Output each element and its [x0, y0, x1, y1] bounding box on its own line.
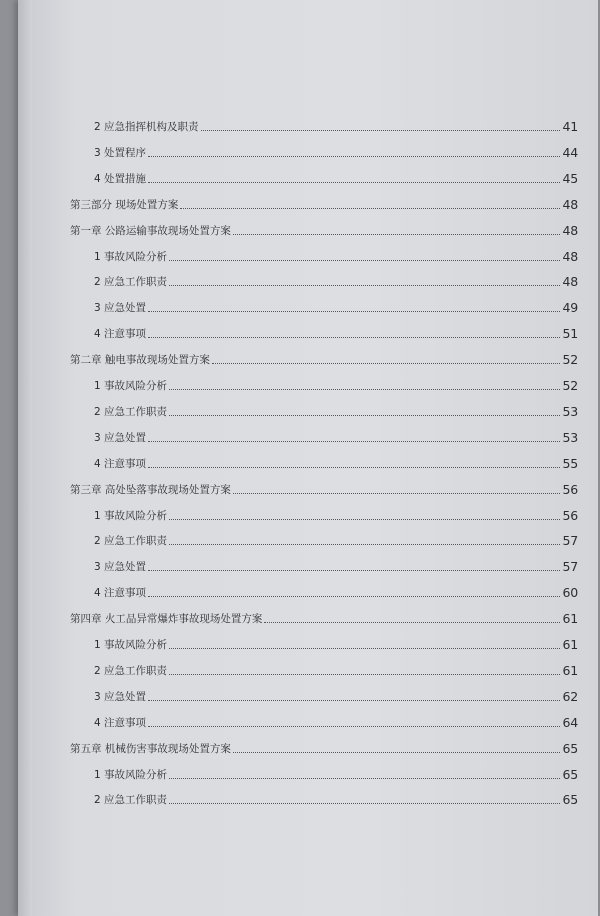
- toc-entry: [94, 684, 578, 704]
- toc-entry-label: 2 应急工作职责: [94, 794, 168, 807]
- toc-chapter-heading: [70, 606, 578, 626]
- dot-leader: [148, 182, 560, 183]
- toc-page-number: 51: [562, 326, 578, 342]
- toc-page-number: 48: [562, 248, 578, 264]
- dot-leader: [169, 389, 560, 390]
- toc-entry-label: 4 注意事项: [94, 457, 147, 470]
- dot-leader: [148, 596, 560, 597]
- toc-entry-label: 3 应急处置: [94, 561, 147, 574]
- toc-entry-label: 3 应急处置: [94, 431, 147, 444]
- dot-leader: [233, 234, 561, 235]
- toc-entry: [94, 762, 578, 782]
- toc-page-number: 53: [562, 403, 578, 419]
- dot-leader: [169, 544, 560, 545]
- toc-page-number: 62: [562, 688, 578, 704]
- dot-leader: [233, 493, 561, 494]
- table-of-contents: [18, 0, 598, 916]
- toc-chapter-heading: [70, 347, 578, 367]
- toc-entry: [94, 503, 578, 523]
- toc-page-number: 61: [562, 611, 578, 627]
- toc-page-number: 52: [562, 378, 578, 393]
- toc-entry-label: 1 事故风险分析: [94, 639, 168, 651]
- toc-entry-label: 第五章 机械伤害事故现场处置方案: [70, 742, 231, 755]
- dot-leader: [201, 130, 561, 131]
- toc-entry: [94, 244, 578, 264]
- toc-page-number: 61: [562, 662, 578, 678]
- toc-entry-label: 第一章 公路运输事故现场处置方案: [70, 224, 231, 237]
- dot-leader: [169, 519, 560, 520]
- toc-entry-label: 3 应急处置: [94, 690, 147, 703]
- dot-leader: [148, 726, 560, 727]
- toc-entry-label: 1 事故风险分析: [94, 380, 168, 392]
- dot-leader: [169, 285, 560, 286]
- toc-page-number: 41: [562, 119, 578, 134]
- toc-entry: [94, 140, 578, 160]
- dot-leader: [169, 648, 560, 649]
- toc-page-number: 52: [562, 352, 578, 368]
- toc-page-number: 57: [562, 559, 578, 575]
- toc-page-number: 61: [562, 637, 578, 652]
- toc-entry-label: 2 应急指挥机构及职责: [94, 121, 199, 133]
- toc-entry-label: 4 处置措施: [94, 172, 147, 185]
- toc-page-number: 65: [562, 792, 578, 808]
- toc-chapter-heading: [70, 218, 578, 238]
- toc-entry: [94, 710, 578, 730]
- toc-entry-label: 2 应急工作职责: [94, 405, 168, 418]
- toc-entry-label: 第四章 火工品异常爆炸事故现场处置方案: [70, 613, 263, 626]
- toc-page-number: 48: [562, 274, 578, 290]
- toc-page-number: 56: [562, 481, 578, 497]
- toc-entry: [94, 528, 578, 548]
- dot-leader: [212, 363, 561, 364]
- dot-leader: [169, 803, 560, 804]
- toc-entry: [94, 580, 578, 600]
- toc-entry: [94, 321, 578, 341]
- toc-page-number: 48: [562, 222, 578, 238]
- dot-leader: [148, 156, 560, 157]
- toc-entry: [94, 554, 578, 574]
- toc-entry: [94, 373, 578, 393]
- toc-page-number: 48: [562, 196, 578, 212]
- toc-page-number: 65: [562, 740, 578, 756]
- toc-entry: [94, 632, 578, 652]
- toc-entry: [94, 425, 578, 445]
- toc-entry: [94, 269, 578, 289]
- toc-entry-label: 2 应急工作职责: [94, 535, 168, 548]
- dot-leader: [180, 208, 560, 209]
- toc-entry: [94, 166, 578, 186]
- toc-page-number: 56: [562, 507, 578, 523]
- toc-page-number: 45: [562, 170, 578, 186]
- dot-leader: [148, 467, 560, 468]
- toc-page-number: 53: [562, 429, 578, 445]
- toc-entry-label: 2 应急工作职责: [94, 664, 168, 677]
- toc-entry-label: 第三章 高处坠落事故现场处置方案: [70, 483, 231, 496]
- toc-page-number: 49: [562, 300, 578, 316]
- dot-leader: [148, 441, 560, 442]
- toc-entry-label: 4 注意事项: [94, 587, 147, 600]
- toc-entry-label: 第二章 触电事故现场处置方案: [70, 354, 210, 367]
- toc-entry-label: 4 注意事项: [94, 328, 147, 341]
- dot-leader: [169, 778, 560, 779]
- toc-page-number: 64: [562, 714, 578, 730]
- toc-entry: [94, 114, 578, 134]
- toc-entry: [94, 399, 578, 419]
- toc-entry: [94, 295, 578, 315]
- toc-entry-label: 1 事故风险分析: [94, 509, 168, 522]
- document-page: [18, 0, 598, 916]
- toc-page-number: 60: [562, 585, 578, 601]
- toc-chapter-heading: [70, 477, 578, 497]
- dot-leader: [148, 700, 560, 701]
- dot-leader: [169, 260, 560, 261]
- toc-entry-label: 第三部分 现场处置方案: [70, 198, 179, 211]
- toc-entry-label: 3 应急处置: [94, 302, 147, 315]
- toc-part-heading: [70, 192, 578, 212]
- toc-entry-label: 1 事故风险分析: [94, 250, 168, 263]
- toc-page-number: 57: [562, 533, 578, 549]
- toc-page-number: 55: [562, 455, 578, 471]
- dot-leader: [169, 415, 560, 416]
- dot-leader: [169, 674, 560, 675]
- dot-leader: [148, 337, 560, 338]
- toc-entry: [94, 658, 578, 678]
- toc-chapter-heading: [70, 736, 578, 756]
- toc-page-number: 44: [562, 144, 578, 160]
- dot-leader: [264, 622, 560, 623]
- dot-leader: [148, 311, 560, 312]
- dot-leader: [233, 752, 561, 753]
- dot-leader: [148, 570, 560, 571]
- toc-entry-label: 3 处置程序: [94, 146, 147, 159]
- toc-entry-label: 4 注意事项: [94, 716, 147, 729]
- toc-entry: [94, 451, 578, 471]
- toc-entry-label: 1 事故风险分析: [94, 768, 168, 781]
- toc-page-number: 65: [562, 766, 578, 782]
- toc-entry: [94, 787, 578, 807]
- toc-entry-label: 2 应急工作职责: [94, 276, 168, 289]
